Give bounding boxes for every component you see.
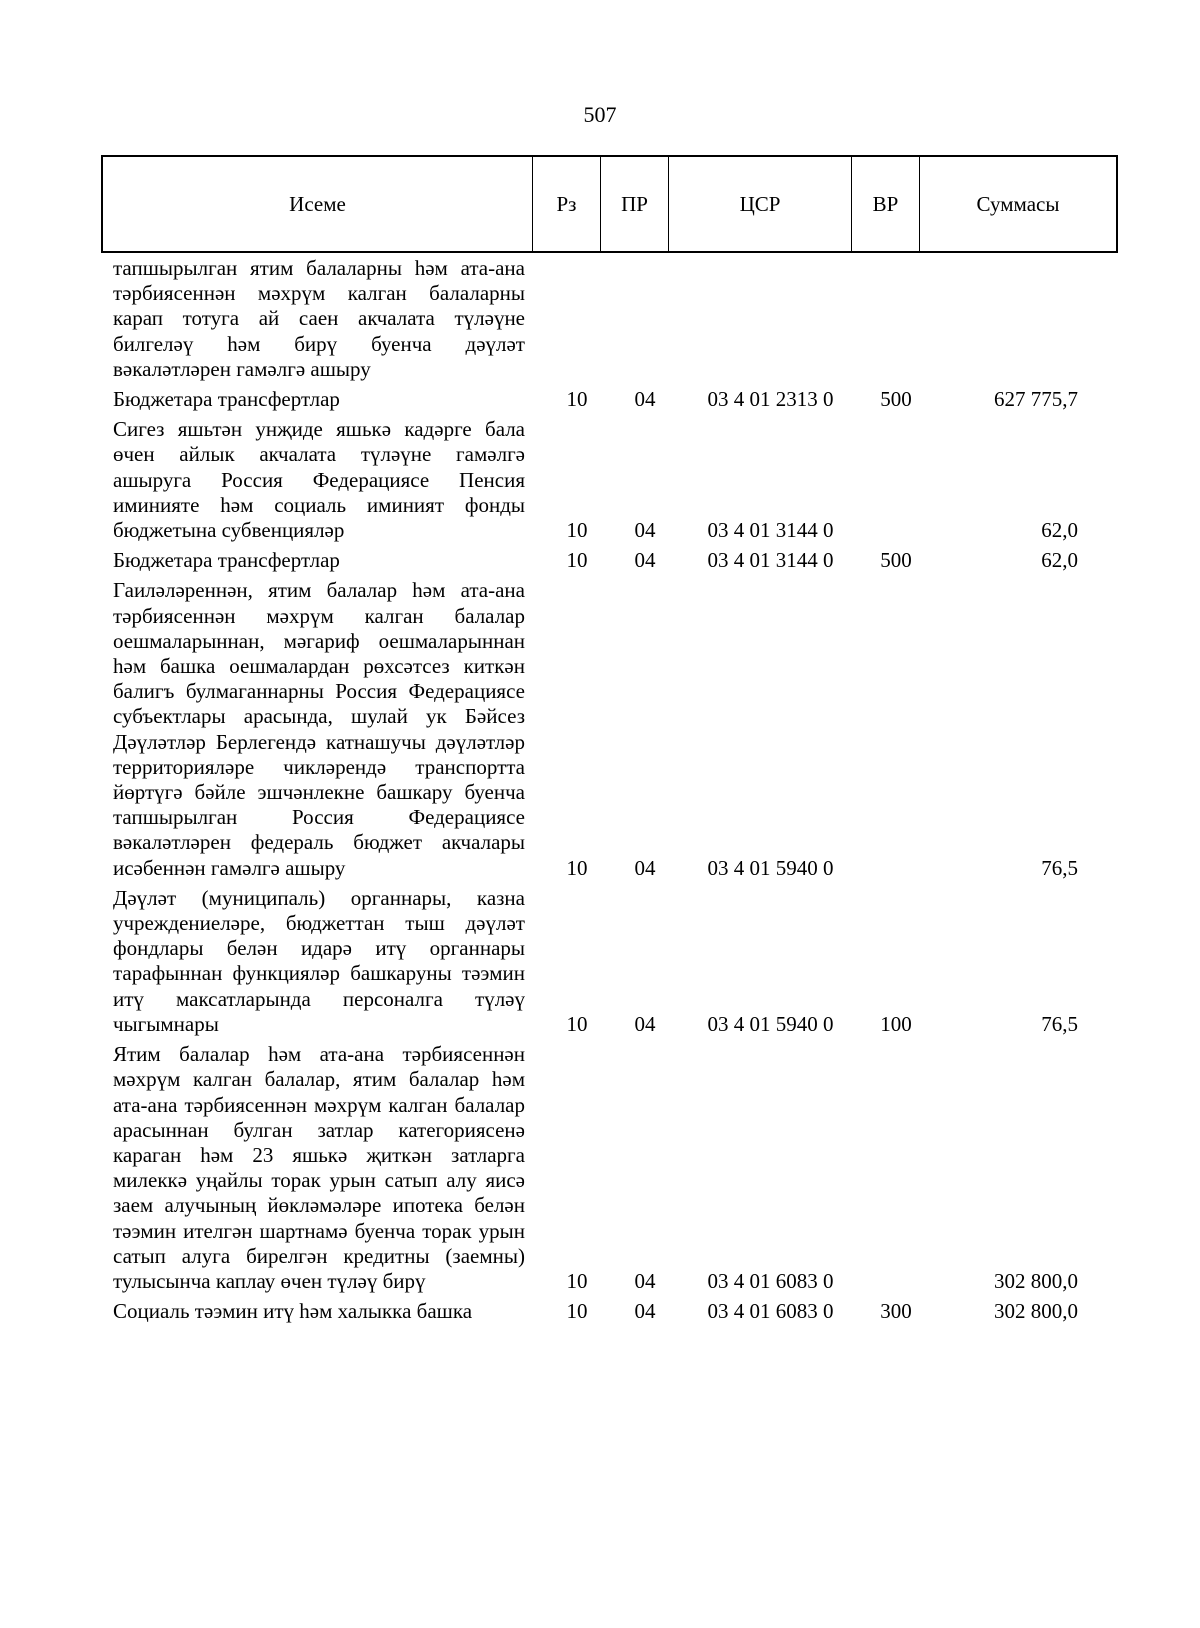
column-header-csr: ЦСР <box>669 157 852 251</box>
row-sum: 62,0 <box>1041 548 1078 573</box>
row-rz: 10 <box>566 1299 588 1324</box>
row-csr: 03 4 01 6083 0 <box>707 1268 834 1293</box>
table-row <box>101 1042 1118 1294</box>
column-header-rz: Рз <box>533 157 601 251</box>
table-row <box>101 1299 1118 1324</box>
row-name: Сигез яшьтән унҗиде яшькә кадәрге бала өчен айлык акчалата түләүне гамәлгә ашыруга Россия Федерациясе Пенсия иминияте һәм социаль иминият фонды бюджетына субвенцияләр <box>113 417 525 543</box>
row-name: Бюджетара трансфертлар <box>113 387 340 412</box>
row-name: Гаиләләреннән, ятим балалар һәм ата-ана тәрбиясеннән мәхрүм калган балалар оешмаларыннан, мәгариф оешмаларыннан һәм башка оешмалардан рөхсәтсез киткән балигъ булмаганнарны Россия Федерациясе субъектлары арасында, шулай ук Бәйсез Дәүләтләр Берлегендә катнашучы дәүләтләр территорияләре чикләрендә транспортта йөртүгә бәйле эшчәнлекне башкару буенча тапшырылган Россия Федерациясе вәкаләтләрен федераль бюджет акчалары исәбеннән гамәлгә ашыру <box>113 578 525 880</box>
column-header-sum: Суммасы <box>976 191 1060 216</box>
row-vr: 500 <box>880 548 912 573</box>
table-row <box>101 578 1118 880</box>
row-csr: 03 4 01 3144 0 <box>707 518 834 543</box>
row-name: тапшырылган ятим балаларны һәм ата-ана тәрбиясеннән мәхрүм калган балаларны карап тотуга ай саен акчалата түләүне билгеләү һәм бирү буенча дәүләт вәкаләтләрен гамәлгә ашыру <box>113 256 525 381</box>
row-name: Дәүләт (муниципаль) органнары, казна учреждениеләре, бюджеттан тыш дәүләт фондлары белән идарә итү органнары тарафыннан функцияләр башкаруны тәэмин итү максатларында персоналга түләү чыгымнары <box>113 885 525 1036</box>
row-name: Социаль тәэмин итү һәм халыкка башка <box>113 1299 473 1324</box>
row-pr: 04 <box>634 1268 656 1293</box>
row-pr: 04 <box>634 548 656 573</box>
row-pr: 04 <box>634 855 656 880</box>
row-rz: 10 <box>566 387 588 412</box>
row-sum: 62,0 <box>1041 518 1078 543</box>
table-row <box>101 256 1118 382</box>
row-sum: 302 800,0 <box>994 1299 1078 1324</box>
table-body <box>101 256 1118 1324</box>
row-sum: 76,5 <box>1041 855 1078 880</box>
row-sum: 76,5 <box>1041 1011 1078 1036</box>
row-csr: 03 4 01 5940 0 <box>707 855 834 880</box>
row-csr: 03 4 01 3144 0 <box>707 548 834 573</box>
row-sum: 627 775,7 <box>994 387 1078 412</box>
table-row <box>101 548 1118 573</box>
row-csr: 03 4 01 6083 0 <box>707 1299 834 1324</box>
row-rz: 10 <box>566 855 588 880</box>
row-pr: 04 <box>634 387 656 412</box>
column-header-name: Исеме <box>103 157 533 251</box>
page-number: 507 <box>583 102 617 127</box>
row-pr: 04 <box>634 1011 656 1036</box>
row-pr: 04 <box>634 518 656 543</box>
row-vr: 500 <box>880 387 912 412</box>
row-sum: 302 800,0 <box>994 1268 1078 1293</box>
column-header-vr: ВР <box>852 157 920 251</box>
row-name: Ятим балалар һәм ата-ана тәрбиясеннән мәхрүм калган балалар, ятим балалар һәм ата-ана тәрбиясеннән мәхрүм калган балалар арасыннан булган затлар категориясенә караган һәм 23 яшькә җиткән затларга милеккә уңайлы торак урын сатып алу яисә заем алучының йөкләмәләре ипотека белән тәэмин ителгән шартнамә буенча торак урын сатып алуга бирелгән кредитны (заемны) тулысынча каплау өчен түләү бирү <box>113 1042 525 1293</box>
row-rz: 10 <box>566 518 588 543</box>
row-vr: 300 <box>880 1299 912 1324</box>
table-header <box>101 155 1118 253</box>
row-csr: 03 4 01 2313 0 <box>707 387 834 412</box>
row-pr: 04 <box>634 1299 656 1324</box>
row-rz: 10 <box>566 548 588 573</box>
row-rz: 10 <box>566 1268 588 1293</box>
row-vr: 100 <box>880 1011 912 1036</box>
table-row <box>101 886 1118 1037</box>
table-row <box>101 387 1118 412</box>
row-rz: 10 <box>566 1011 588 1036</box>
row-csr: 03 4 01 5940 0 <box>707 1011 834 1036</box>
row-name: Бюджетара трансфертлар <box>113 548 340 573</box>
column-header-pr: ПР <box>601 157 669 251</box>
table-row <box>101 417 1118 543</box>
